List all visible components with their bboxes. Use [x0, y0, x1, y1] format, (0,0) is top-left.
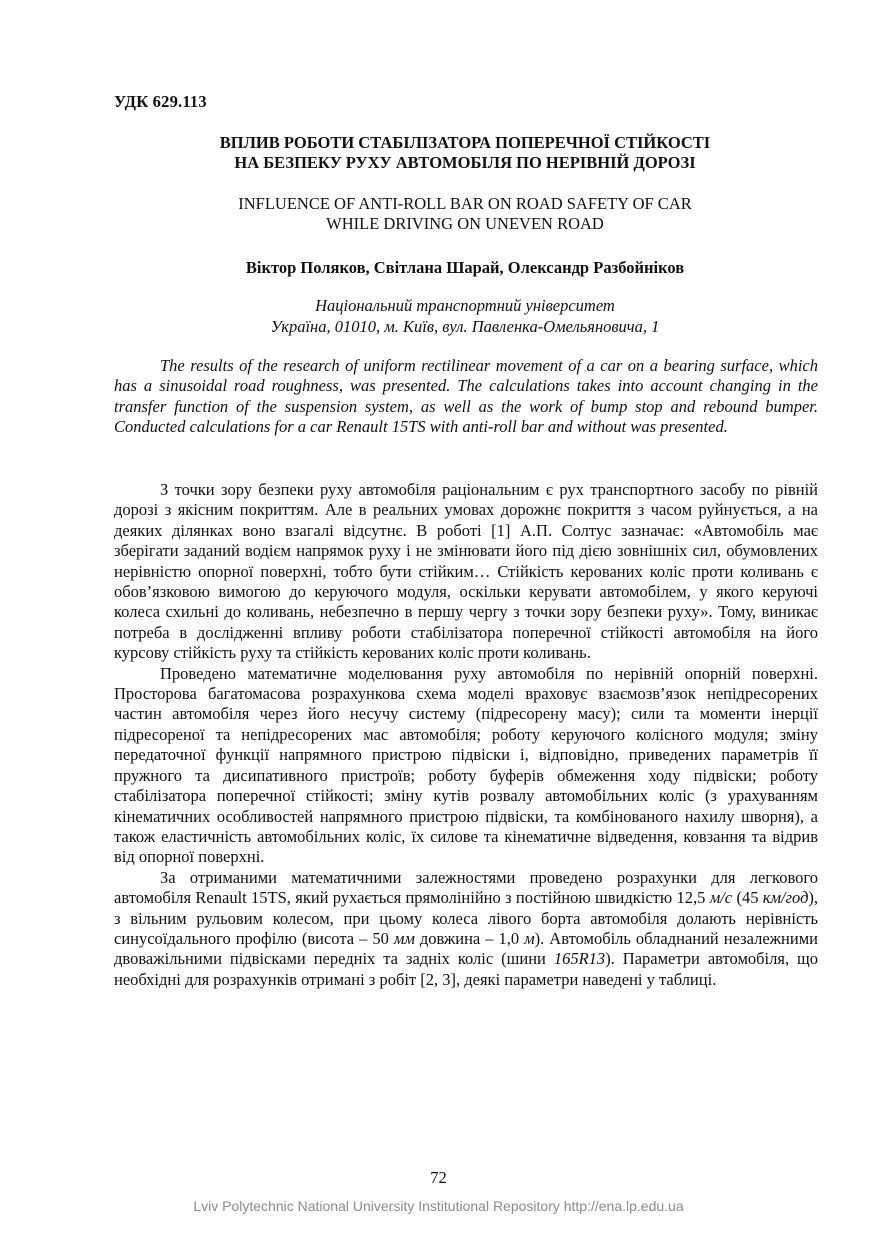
title-english-line-2: WHILE DRIVING ON UNEVEN ROAD [326, 214, 604, 233]
paragraph-3-text-c: ), з вільним рульовим колесом, при цьому колеса лівого борта автомобіля долають нерівність синусоїдального профілю (висота – 50 [114, 888, 819, 948]
paragraph-3-text-a: За отриманими математичними залежностями проведено розрахунки для легкового автомобіля Renault 15TS, який рухається прямолінійно з постійною швидкістю 12,5 [114, 867, 818, 908]
paragraph-1: З точки зору безпеки руху автомобіля раціональним є рух транспортного засобу по рівній дорозі з якісним покриттям. Але в реальних умовах дорожнє покриття з часом руйнується, а на деяких ділянках воно взагалі відсутнє. В роботі [1] А.П. Солтус зазначає: «Автомобіль має зберігати заданий водієм напрямок руху і не змінювати його під дією зовнішніх сил, обумовлених нерівністю опорної поверхні, тобто бути стійким… Стійкість керованих коліс проти коливань є обов’язковою вимогою до керуючого модуля, оскільки керувати автомобілем, у якого керуючі колеса схильні до коливань, небезпечно в першу чергу з точки зору безпеки руху». Тому, виникає потреба в дослідженні впливу роботи стабілізатора поперечної стійкості автомобіля на його курсову стійкість руху та стійкість керованих коліс проти коливань. [114, 480, 818, 663]
affiliation-institution: Національний транспортний університет [315, 296, 615, 315]
paragraph-3-text-b: (45 [736, 888, 759, 908]
page-number: 72 [430, 1168, 447, 1187]
title-english-line-1: INFLUENCE OF ANTI-ROLL BAR ON ROAD SAFETY OF CAR [238, 194, 692, 213]
paragraph-3-text-f: ). Параметри автомобіля, що необхідні для розрахунків отримані з робіт [2, 3], деякі параметри наведені у таблиці. [114, 949, 819, 989]
abstract: The results of the research of uniform rectilinear movement of a car on a bearing surface, which has a sinusoidal road roughness, was presented. The calculations takes into account changing in the transfer function of the suspension system, as well as the work of bump stop and rebound bumper. Conducted calculations for a car Renault 15TS with anti-roll bar and without was presented. [114, 356, 818, 436]
affiliation-address: Україна, 01010, м. Київ, вул. Павленка-Омельяновича, 1 [270, 317, 660, 336]
paragraph-2: Проведено математичне моделювання руху автомобіля по нерівній опорній поверхні. Просторова багатомасова розрахункова схема моделі враховує взаємозв’язок непідресорених частин автомобіля через його несучу систему (підресорену масу); сили та моменти інерції підресореної та непідресорених мас автомобіля; роботу керуючого колісного модуля; зміну передаточної функції напрямного пристрою підвіски і, відповідно, приведених параметрів її пружного та дисипативного пристроїв; роботу буферів обмеження ходу підвіски; роботу стабілізатора поперечної стійкості; зміну кутів розвалу автомобільних коліс (з урахуванням кінематичних особливостей напрямного пристрою підвіски, та комбінованого нахилу шворня), а також еластичність автомобільних коліс, їх силове та кінематичне відведення, ковзання та відрив від опорної поверхні. [114, 663, 818, 867]
authors: Віктор Поляков, Світлана Шарай, Олександр Разбойніков [245, 258, 685, 277]
length-unit: м [524, 928, 535, 948]
title-ukrainian-line-2: НА БЕЗПЕКУ РУХУ АВТОМОБІЛЯ ПО НЕРІВНІЙ ДОРОЗІ [234, 153, 696, 172]
speed-unit-kmh: км/год [762, 888, 809, 908]
affiliation [100, 295, 830, 337]
tire-size: 165R13 [553, 949, 606, 969]
paragraph-3-text-d: довжина – 1,0 [419, 928, 520, 948]
body-text [114, 480, 818, 990]
title-english [100, 194, 830, 234]
paragraph-3 [114, 868, 818, 990]
title-ukrainian-line-1: ВПЛИВ РОБОТИ СТАБІЛІЗАТОРА ПОПЕРЕЧНОЇ СТІЙКОСТІ [219, 133, 711, 152]
title-ukrainian [100, 133, 830, 173]
paragraph-3-text-e: ). Автомобіль обладнаний незалежними двоважільними підвісками передніх та задніх коліс (шини [114, 928, 818, 969]
repository-footer: Lviv Polytechnic National University Institutional Repository http://ena.lp.edu.ua [193, 1198, 684, 1214]
height-unit: мм [393, 928, 415, 948]
speed-unit: м/с [709, 888, 733, 908]
udc-code: УДК 629.113 [114, 92, 207, 111]
